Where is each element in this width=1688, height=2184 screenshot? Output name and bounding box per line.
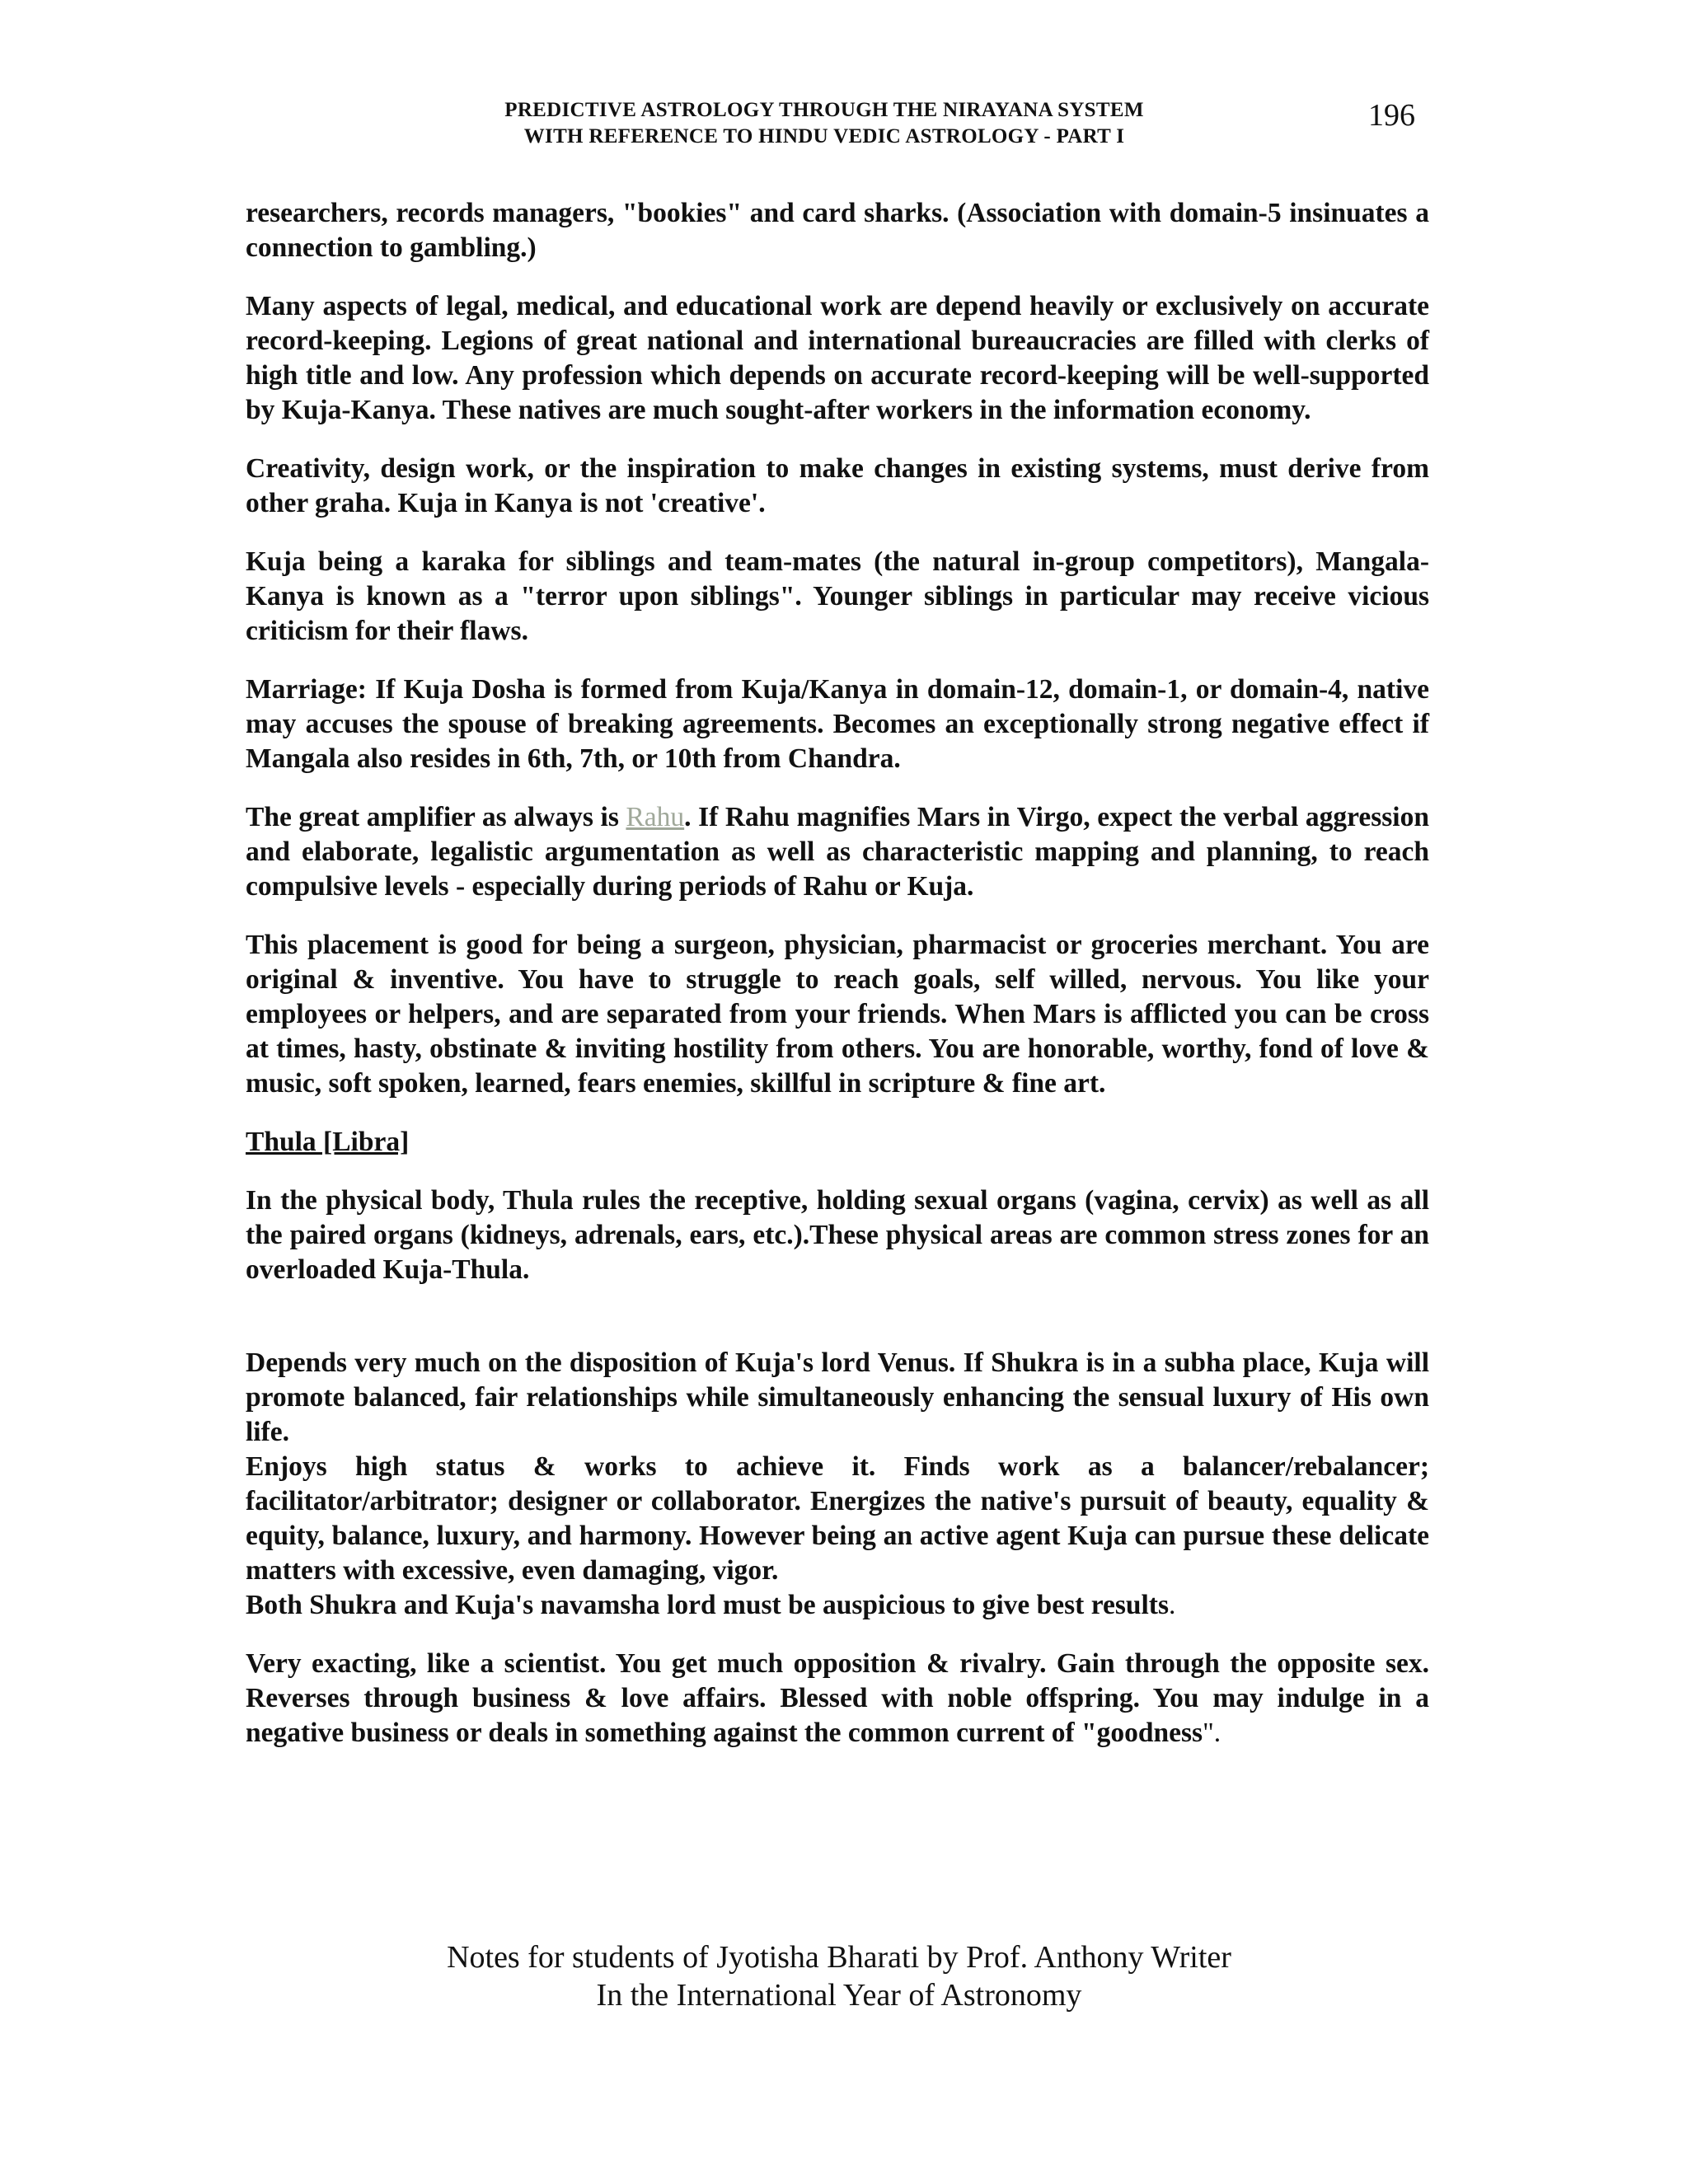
footer-line-1: Notes for students of Jyotisha Bharati by Prof. Anthony Writer bbox=[447, 1940, 1231, 1975]
navamsha-period: . bbox=[1169, 1590, 1176, 1620]
paragraph-gambling: researchers, records managers, "bookies" and card sharks. (Association with domain-5 insinuates a connection to gambling.) bbox=[246, 198, 1429, 263]
paragraph-marriage: Marriage: If Kuja Dosha is formed from Kuja/Kanya in domain-12, domain-1, or domain-4, native may accuses the spouse of breaking agreements. Becomes an exceptionally strong negative effect if Mangala also resides in 6th, 7th, or 10th from Chandra. bbox=[246, 674, 1429, 774]
scientist-end: ". bbox=[1203, 1718, 1221, 1748]
rahu-text-after: . If Rahu magnifies Mars in Virgo, expect the verbal aggression and elaborate, legalistic argumentation as well as characteristic mapping and planning, to reach compulsive levels - especially during periods of Rahu or Kuja. bbox=[246, 802, 1429, 902]
paragraph-high-status: Enjoys high status & works to achieve it. Finds work as a balancer/rebalancer; facilitator/arbitrator; designer or collaborator. Energizes the native's pursuit of beauty, equality & equity, balance, luxury, and harmony. However being an active agent Kuja can pursue these delicate matters with excessive, even damaging, vigor. bbox=[246, 1451, 1429, 1586]
paragraph-placement: This placement is good for being a surgeon, physician, pharmacist or groceries merchant. You are original & inventive. You have to struggle to reach goals, self willed, nervous. You like your employees or helpers, and are separated from your friends. When Mars is afflicted you can be cross at times, hasty, obstinate & inviting hostility from others. You are honorable, worthy, fond of love & music, soft spoken, learned, fears enemies, skillful in scripture & fine art. bbox=[246, 930, 1429, 1099]
rahu-text-before: The great amplifier as always is bbox=[246, 802, 626, 832]
footer-line-2: In the International Year of Astronomy bbox=[596, 1978, 1082, 2013]
paragraph-scientist bbox=[246, 1647, 1429, 1750]
navamsha-text: Both Shukra and Kuja's navamsha lord must be auspicious to give best results bbox=[246, 1590, 1169, 1620]
rahu-link[interactable]: Rahu bbox=[626, 802, 685, 832]
paragraph-creativity: Creativity, design work, or the inspiration to make changes in existing systems, must derive from other graha. Kuja in Kanya is not 'creative'. bbox=[246, 453, 1429, 518]
section-heading-thula: Thula [Libra] bbox=[246, 1127, 410, 1157]
paragraph-venus-disposition: Depends very much on the disposition of Kuja's lord Venus. If Shukra is in a subha place, Kuja will promote balanced, fair relationships while simultaneously enhancing the sensual luxury of His own life. bbox=[246, 1347, 1429, 1447]
scientist-text: Very exacting, like a scientist. You get much opposition & rivalry. Gain through the opposite sex. Reverses through business & love affairs. Blessed with noble offspring. You may indulge in a negative business or deals in something against the common current of "goodness bbox=[246, 1648, 1429, 1748]
paragraph-physical-body: In the physical body, Thula rules the receptive, holding sexual organs (vagina, cervix) as well as all the paired organs (kidneys, adrenals, ears, etc.).These physical areas are common stress zones for an overloaded Kuja-Thula. bbox=[246, 1185, 1429, 1285]
paragraph-record-keeping: Many aspects of legal, medical, and educational work are depend heavily or exclusively on accurate record-keeping. Legions of great national and international bureaucracies are filled with clerks of high title and low. Any profession which depends on accurate record-keeping will be well-supported by Kuja-Kanya. These natives are much sought-after workers in the information economy. bbox=[246, 291, 1429, 425]
page-footer bbox=[247, 1938, 1431, 2014]
page-body bbox=[246, 196, 1429, 1774]
paragraph-navamsha bbox=[246, 1588, 1429, 1623]
running-header bbox=[330, 97, 1319, 150]
page-number: 196 bbox=[1368, 98, 1415, 133]
paragraph-siblings: Kuja being a karaka for siblings and team-mates (the natural in-group competitors), Mangala-Kanya is known as a "terror upon siblings". Younger siblings in particular may receive vicious criticism for their flaws. bbox=[246, 546, 1429, 646]
header-line-1: PREDICTIVE ASTROLOGY THROUGH THE NIRAYANA SYSTEM bbox=[504, 99, 1144, 121]
header-line-2: WITH REFERENCE TO HINDU VEDIC ASTROLOGY - PART I bbox=[523, 125, 1125, 148]
paragraph-rahu-amplifier bbox=[246, 800, 1429, 904]
